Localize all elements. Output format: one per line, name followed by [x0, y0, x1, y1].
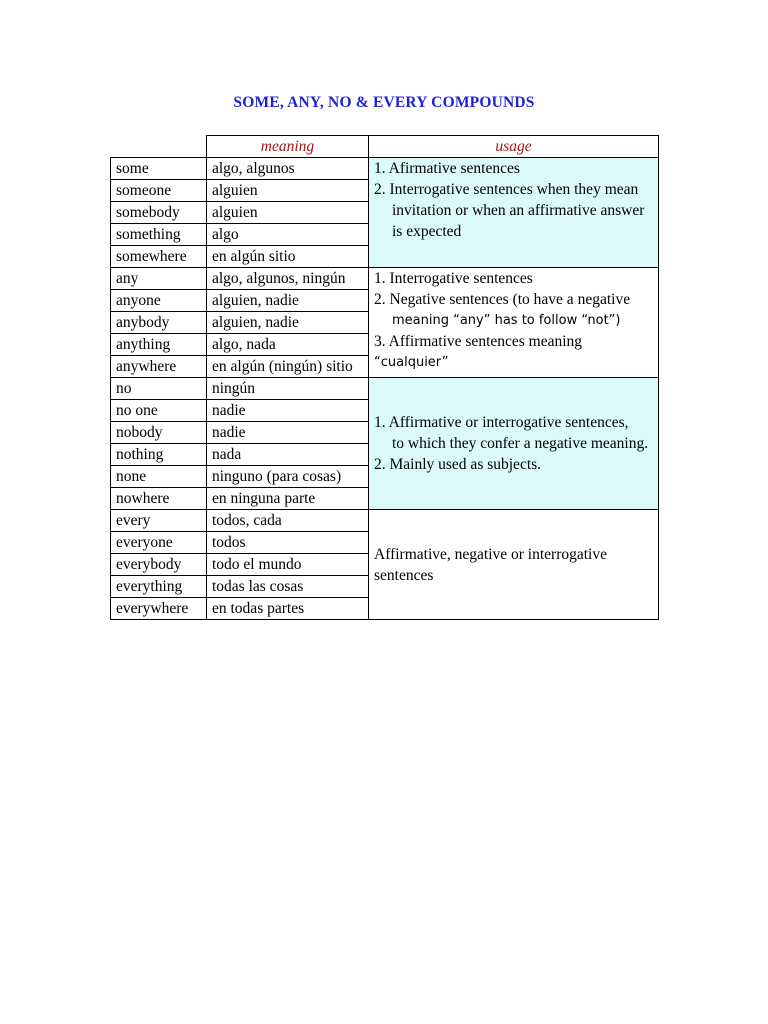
- word-cell: someone: [111, 180, 207, 202]
- usage-line: 2. Interrogative sentences when they mean: [374, 181, 639, 198]
- meaning-cell: nadie: [207, 422, 369, 444]
- usage-line: “cualquier”: [374, 355, 449, 370]
- word-cell: none: [111, 466, 207, 488]
- meaning-cell: nada: [207, 444, 369, 466]
- usage-line: 1. Interrogative sentences: [374, 270, 533, 287]
- word-cell: somebody: [111, 202, 207, 224]
- word-cell: everywhere: [111, 598, 207, 620]
- word-cell: anything: [111, 334, 207, 356]
- usage-line: 2. Negative sentences (to have a negative: [374, 291, 631, 308]
- word-cell: everything: [111, 576, 207, 598]
- usage-cell: [369, 268, 659, 378]
- meaning-cell: algo: [207, 224, 369, 246]
- header-row: [111, 136, 659, 158]
- header-empty-cell: [111, 136, 207, 158]
- word-cell: no: [111, 378, 207, 400]
- page-title: SOME, ANY, NO & EVERY COMPOUNDS: [233, 94, 535, 111]
- word-cell: no one: [111, 400, 207, 422]
- compounds-table: [110, 135, 659, 620]
- word-cell: something: [111, 224, 207, 246]
- meaning-cell: todas las cosas: [207, 576, 369, 598]
- word-cell: everybody: [111, 554, 207, 576]
- table-row: [111, 158, 659, 180]
- word-cell: nobody: [111, 422, 207, 444]
- word-cell: any: [111, 268, 207, 290]
- word-cell: anywhere: [111, 356, 207, 378]
- word-cell: everyone: [111, 532, 207, 554]
- meaning-cell: todo el mundo: [207, 554, 369, 576]
- usage-line: Affirmative, negative or interrogative sentences: [374, 545, 607, 584]
- meaning-cell: alguien, nadie: [207, 290, 369, 312]
- meaning-cell: algo, algunos, ningún: [207, 268, 369, 290]
- meaning-cell: alguien: [207, 202, 369, 224]
- header-usage: usage: [369, 136, 659, 158]
- meaning-cell: en ninguna parte: [207, 488, 369, 510]
- meaning-cell: nadie: [207, 400, 369, 422]
- usage-line: is expected: [392, 223, 462, 240]
- header-meaning: meaning: [207, 136, 369, 158]
- usage-cell: [369, 378, 659, 510]
- word-cell: anyone: [111, 290, 207, 312]
- meaning-cell: alguien: [207, 180, 369, 202]
- usage-cell: [369, 510, 659, 620]
- meaning-cell: ninguno (para cosas): [207, 466, 369, 488]
- meaning-cell: en todas partes: [207, 598, 369, 620]
- usage-cell: [369, 158, 659, 268]
- table-row: [111, 378, 659, 400]
- usage-line: to which they confer a negative meaning.: [392, 435, 649, 452]
- table-row: [111, 268, 659, 290]
- meaning-cell: algo, nada: [207, 334, 369, 356]
- meaning-cell: todos: [207, 532, 369, 554]
- table-row: [111, 510, 659, 532]
- word-cell: nowhere: [111, 488, 207, 510]
- word-cell: nothing: [111, 444, 207, 466]
- word-cell: some: [111, 158, 207, 180]
- usage-line: 3. Affirmative sentences meaning: [374, 333, 583, 350]
- usage-line: 1. Affirmative or interrogative sentences,: [374, 414, 629, 431]
- usage-line: meaning “any” has to follow “not”): [392, 313, 621, 328]
- meaning-cell: todos, cada: [207, 510, 369, 532]
- word-cell: anybody: [111, 312, 207, 334]
- usage-line: 1. Afirmative sentences: [374, 160, 520, 177]
- usage-line: invitation or when an affirmative answer: [392, 202, 645, 219]
- meaning-cell: algo, algunos: [207, 158, 369, 180]
- meaning-cell: alguien, nadie: [207, 312, 369, 334]
- word-cell: somewhere: [111, 246, 207, 268]
- meaning-cell: en algún sitio: [207, 246, 369, 268]
- meaning-cell: ningún: [207, 378, 369, 400]
- meaning-cell: en algún (ningún) sitio: [207, 356, 369, 378]
- usage-line: 2. Mainly used as subjects.: [374, 456, 542, 473]
- word-cell: every: [111, 510, 207, 532]
